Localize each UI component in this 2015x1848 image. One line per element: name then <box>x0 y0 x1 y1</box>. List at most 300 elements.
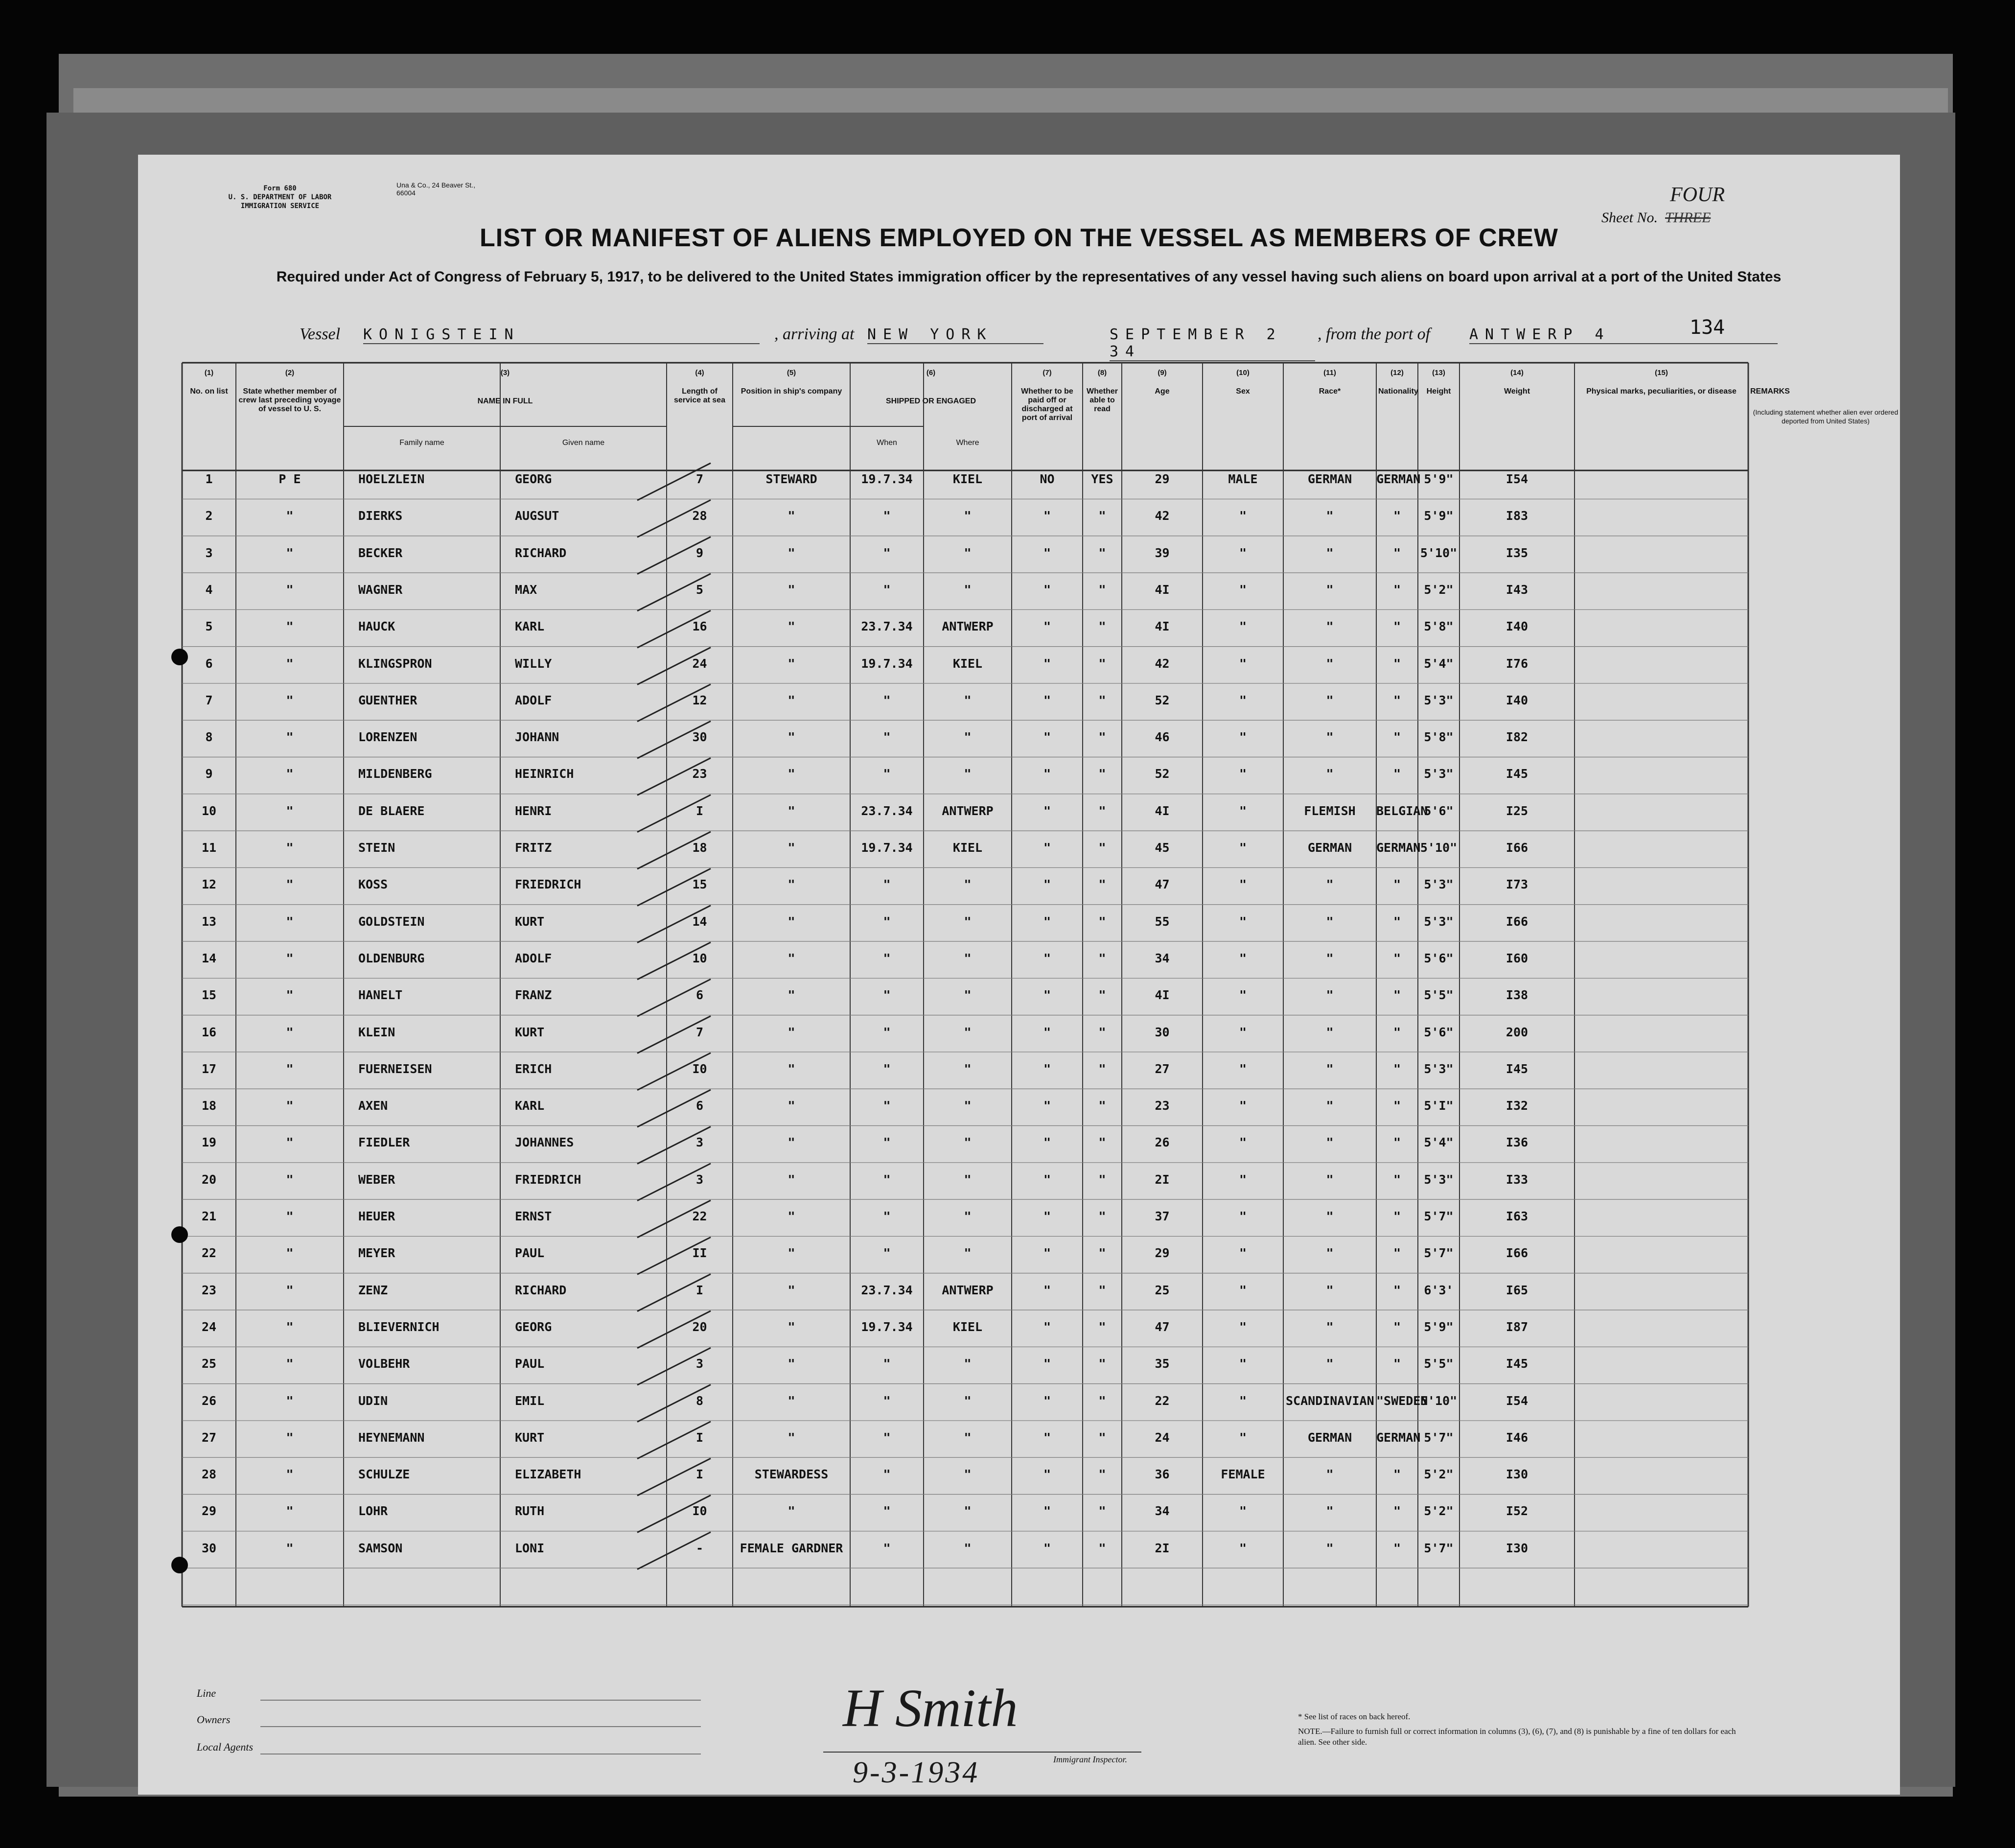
position: " <box>787 1319 795 1334</box>
shipped-when: " <box>883 988 891 1003</box>
column-number: (3) <box>500 369 510 377</box>
nationality: " <box>1393 730 1401 745</box>
column-label: Race* <box>1319 387 1341 396</box>
race: " <box>1326 1246 1334 1261</box>
family-name: BECKER <box>358 545 403 560</box>
weight: I83 <box>1505 509 1529 523</box>
row-number: 13 <box>201 914 217 929</box>
length-of-service: 7 <box>695 472 704 486</box>
length-of-service: I0 <box>692 1061 707 1076</box>
given-name: KARL <box>515 619 545 634</box>
weight: I52 <box>1505 1504 1529 1519</box>
nationality: GERMAN <box>1376 1430 1421 1445</box>
sex: " <box>1239 1099 1247 1113</box>
sex: " <box>1239 730 1247 745</box>
able-to-read: " <box>1098 619 1106 634</box>
previous-voyage: " <box>286 1283 294 1297</box>
weight: I73 <box>1505 877 1529 892</box>
row-number: 6 <box>205 656 213 671</box>
able-to-read: " <box>1098 730 1106 745</box>
previous-voyage: " <box>286 1135 294 1150</box>
nationality: GERMAN <box>1376 841 1421 855</box>
able-to-read: " <box>1098 767 1106 781</box>
sheet-number-original: THREE <box>1665 210 1711 226</box>
age: 52 <box>1155 767 1170 781</box>
sex: " <box>1239 1393 1247 1408</box>
weight: I60 <box>1505 951 1529 965</box>
paid-off: " <box>1043 1319 1051 1334</box>
race: " <box>1326 1135 1334 1150</box>
given-name: GEORG <box>515 1319 552 1334</box>
given-name: KARL <box>515 1099 545 1113</box>
able-to-read: " <box>1098 656 1106 671</box>
sex: " <box>1239 582 1247 597</box>
column-number: (9) <box>1158 369 1167 377</box>
arrival-port: NEW YORK <box>867 326 1043 344</box>
from-port-label: , from the port of <box>1318 325 1431 343</box>
length-of-service: 9 <box>695 545 704 560</box>
given-name: RUTH <box>515 1504 545 1519</box>
family-name: STEIN <box>358 841 395 855</box>
given-name: ELIZABETH <box>515 1467 581 1482</box>
age: 55 <box>1155 914 1170 929</box>
weight: I35 <box>1505 545 1529 560</box>
able-to-read: " <box>1098 1283 1106 1297</box>
paid-off: " <box>1043 1246 1051 1261</box>
row-number: 18 <box>201 1099 217 1113</box>
previous-voyage: " <box>286 693 294 707</box>
row-number: 23 <box>201 1283 217 1297</box>
service-name: IMMIGRATION SERVICE <box>240 202 320 210</box>
age: 35 <box>1155 1357 1170 1371</box>
position: " <box>787 841 795 855</box>
sex: " <box>1239 1541 1247 1555</box>
shipped-where: " <box>964 914 972 929</box>
sex: " <box>1239 693 1247 707</box>
shipped-when: " <box>883 1172 891 1187</box>
race: " <box>1326 1319 1334 1334</box>
age: 34 <box>1155 951 1170 965</box>
row-number: 3 <box>205 545 213 560</box>
weight: I45 <box>1505 767 1529 781</box>
sex: " <box>1239 656 1247 671</box>
arriving-label: , arriving at <box>774 325 855 343</box>
race: " <box>1326 1209 1334 1223</box>
length-of-service: - <box>695 1541 704 1555</box>
weight: I43 <box>1505 582 1529 597</box>
previous-voyage: " <box>286 1209 294 1223</box>
previous-voyage: " <box>286 730 294 745</box>
paid-off: " <box>1043 619 1051 634</box>
previous-voyage: " <box>286 988 294 1003</box>
position: " <box>787 1283 795 1297</box>
family-name: HEUER <box>358 1209 395 1223</box>
row-number: 17 <box>201 1061 217 1076</box>
column-number: (13) <box>1432 369 1445 377</box>
nationality: " <box>1393 1467 1401 1482</box>
row-number: 15 <box>201 988 217 1003</box>
column-label: NAME IN FULL <box>477 397 533 405</box>
column-label: Whether able to read <box>1087 387 1118 413</box>
previous-voyage: " <box>286 1541 294 1555</box>
weight: I40 <box>1505 619 1529 634</box>
family-name: WEBER <box>358 1172 395 1187</box>
position: " <box>787 988 795 1003</box>
row-number: 16 <box>201 1025 217 1039</box>
position: " <box>787 1430 795 1445</box>
signed-date: 9-3-1934 <box>853 1756 980 1789</box>
given-name: HENRI <box>515 803 552 818</box>
row-number: 14 <box>201 951 217 965</box>
shipped-when: " <box>883 951 891 965</box>
height: 6'3' <box>1424 1283 1454 1297</box>
column-sublabel: Given name <box>562 439 605 447</box>
nationality: " <box>1393 988 1401 1003</box>
race: " <box>1326 545 1334 560</box>
height: 5'6" <box>1424 803 1454 818</box>
row-number: 2 <box>205 509 213 523</box>
height: 5'3" <box>1424 767 1454 781</box>
shipped-when: " <box>883 1467 891 1482</box>
shipped-where: " <box>964 988 972 1003</box>
height: 5'5" <box>1424 988 1454 1003</box>
given-name: ADOLF <box>515 693 552 707</box>
shipped-where: " <box>964 1135 972 1150</box>
given-name: EMIL <box>515 1393 545 1408</box>
sex: " <box>1239 914 1247 929</box>
penalty-note: NOTE.—Failure to furnish full or correct information in columns (3), (6), (7), and (8) is punishable by a fine of ten dollars for each alien. See other side. <box>1298 1727 1736 1747</box>
length-of-service: I <box>695 1430 704 1445</box>
signature-line <box>823 1752 1141 1753</box>
height: 5'3" <box>1424 1061 1454 1076</box>
race: GERMAN <box>1307 1430 1352 1445</box>
nationality: "SWEDEN <box>1376 1393 1428 1408</box>
shipped-where: " <box>964 1172 972 1187</box>
able-to-read: " <box>1098 1467 1106 1482</box>
position: " <box>787 1246 795 1261</box>
family-name: UDIN <box>358 1393 388 1408</box>
paid-off: " <box>1043 1504 1051 1519</box>
previous-voyage: " <box>286 1357 294 1371</box>
paid-off: " <box>1043 1061 1051 1076</box>
height: 5'7" <box>1424 1246 1454 1261</box>
page-title: LIST OR MANIFEST OF ALIENS EMPLOYED ON THE VESSEL AS MEMBERS OF CREW <box>480 224 1558 252</box>
position: " <box>787 803 795 818</box>
shipped-where: " <box>964 582 972 597</box>
able-to-read: " <box>1098 1246 1106 1261</box>
column-label: Physical marks, peculiarities, or disease <box>1586 387 1737 396</box>
nationality: " <box>1393 1504 1401 1519</box>
given-name: LONI <box>515 1541 545 1555</box>
shipped-where: " <box>964 1541 972 1555</box>
vessel-label: Vessel <box>300 325 341 343</box>
position: " <box>787 656 795 671</box>
height: 5'7" <box>1424 1209 1454 1223</box>
race: FLEMISH <box>1304 803 1356 818</box>
column-label: Weight <box>1504 387 1530 396</box>
shipped-when: " <box>883 545 891 560</box>
able-to-read: " <box>1098 1025 1106 1039</box>
given-name: PAUL <box>515 1246 545 1261</box>
inspector-signature: H Smith <box>843 1678 1018 1738</box>
previous-voyage: " <box>286 1393 294 1408</box>
height: 5'10" <box>1420 1393 1458 1408</box>
race: " <box>1326 1541 1334 1555</box>
sex: " <box>1239 1504 1247 1519</box>
weight: I54 <box>1505 472 1529 486</box>
previous-voyage: " <box>286 767 294 781</box>
previous-voyage: " <box>286 914 294 929</box>
column-number: (2) <box>285 369 295 377</box>
nationality: " <box>1393 1246 1401 1261</box>
shipped-when: " <box>883 1135 891 1150</box>
able-to-read: " <box>1098 1319 1106 1334</box>
previous-voyage: " <box>286 803 294 818</box>
weight: I87 <box>1505 1319 1529 1334</box>
height: 5'9" <box>1424 509 1454 523</box>
shipped-when: " <box>883 1061 891 1076</box>
column-number: (1) <box>204 369 214 377</box>
able-to-read: " <box>1098 582 1106 597</box>
paid-off: " <box>1043 1283 1051 1297</box>
height: 5'2" <box>1424 582 1454 597</box>
given-name: WILLY <box>515 656 552 671</box>
sex: " <box>1239 803 1247 818</box>
family-name: HOELZLEIN <box>358 472 425 486</box>
column-label: SHIPPED OR ENGAGED <box>885 397 976 405</box>
height: 5'I" <box>1424 1099 1454 1113</box>
nationality: " <box>1393 582 1401 597</box>
nationality: " <box>1393 1172 1401 1187</box>
family-name: MEYER <box>358 1246 395 1261</box>
binder-hole <box>171 1226 188 1243</box>
able-to-read: " <box>1098 509 1106 523</box>
length-of-service: 16 <box>692 619 707 634</box>
length-of-service: 24 <box>692 656 707 671</box>
family-name: DE BLAERE <box>358 803 425 818</box>
age: 27 <box>1155 1061 1170 1076</box>
shipped-where: " <box>964 1357 972 1371</box>
column-label: Whether to be paid off or discharged at port of arrival <box>1021 387 1073 422</box>
height: 5'8" <box>1424 619 1454 634</box>
weight: I32 <box>1505 1099 1529 1113</box>
age: 45 <box>1155 841 1170 855</box>
family-name: FIEDLER <box>358 1135 410 1150</box>
position: " <box>787 1172 795 1187</box>
position: " <box>787 767 795 781</box>
given-name: FRANZ <box>515 988 552 1003</box>
position: " <box>787 693 795 707</box>
length-of-service: 3 <box>695 1135 704 1150</box>
shipped-where: " <box>964 951 972 965</box>
previous-voyage: " <box>286 877 294 892</box>
nationality: " <box>1393 1061 1401 1076</box>
weight: I36 <box>1505 1135 1529 1150</box>
length-of-service: II <box>692 1246 707 1261</box>
sex: FEMALE <box>1221 1467 1265 1482</box>
length-of-service: 30 <box>692 730 707 745</box>
position: " <box>787 730 795 745</box>
able-to-read: " <box>1098 1541 1106 1555</box>
shipped-where: " <box>964 730 972 745</box>
sex: " <box>1239 545 1247 560</box>
age: 52 <box>1155 693 1170 707</box>
race: " <box>1326 877 1334 892</box>
row-number: 1 <box>205 472 213 486</box>
family-name: BLIEVERNICH <box>358 1319 440 1334</box>
sex: MALE <box>1228 472 1258 486</box>
able-to-read: " <box>1098 1393 1106 1408</box>
given-name: RICHARD <box>515 1283 567 1297</box>
form-number: Form 680 <box>263 185 297 192</box>
height: 5'3" <box>1424 914 1454 929</box>
length-of-service: I0 <box>692 1504 707 1519</box>
shipped-where: " <box>964 767 972 781</box>
sheet-number-label: Sheet No. <box>1601 210 1658 226</box>
shipped-where: " <box>964 1209 972 1223</box>
length-of-service: 20 <box>692 1319 707 1334</box>
family-name: LORENZEN <box>358 730 417 745</box>
page-number: 134 <box>1690 316 1725 339</box>
paid-off: " <box>1043 951 1051 965</box>
age: 25 <box>1155 1283 1170 1297</box>
race: " <box>1326 1357 1334 1371</box>
shipped-where: " <box>964 693 972 707</box>
vessel-name: KONIGSTEIN <box>363 326 760 344</box>
weight: I30 <box>1505 1467 1529 1482</box>
age: 29 <box>1155 1246 1170 1261</box>
paid-off: " <box>1043 1467 1051 1482</box>
age: 36 <box>1155 1467 1170 1482</box>
previous-voyage: " <box>286 656 294 671</box>
nationality: " <box>1393 1099 1401 1113</box>
column-number: (8) <box>1097 369 1107 377</box>
sheet-number-corrected: FOUR <box>1670 184 1725 206</box>
nationality: GERMAN <box>1376 472 1421 486</box>
nationality: " <box>1393 914 1401 929</box>
age: 4I <box>1155 582 1170 597</box>
given-name: ADOLF <box>515 951 552 965</box>
family-name: MILDENBERG <box>358 767 432 781</box>
column-number: (12) <box>1390 369 1404 377</box>
age: 22 <box>1155 1393 1170 1408</box>
shipped-where: KIEL <box>952 1319 983 1334</box>
arrival-date: SEPTEMBER 2 34 <box>1110 326 1315 361</box>
column-number: (4) <box>695 369 704 377</box>
race: " <box>1326 767 1334 781</box>
shipped-where: ANTWERP <box>942 803 994 818</box>
height: 5'10" <box>1420 545 1458 560</box>
age: 42 <box>1155 656 1170 671</box>
family-name: VOLBEHR <box>358 1357 410 1371</box>
paid-off: " <box>1043 914 1051 929</box>
able-to-read: YES <box>1091 472 1113 486</box>
shipped-when: " <box>883 1246 891 1261</box>
position: STEWARD <box>765 472 817 486</box>
weight: I66 <box>1505 1246 1529 1261</box>
height: 5'9" <box>1424 472 1454 486</box>
race: " <box>1326 1283 1334 1297</box>
weight: I45 <box>1505 1357 1529 1371</box>
paid-off: " <box>1043 1393 1051 1408</box>
nationality: BELGIAN <box>1376 803 1428 818</box>
given-name: FRITZ <box>515 841 552 855</box>
height: 5'7" <box>1424 1541 1454 1555</box>
position: " <box>787 1393 795 1408</box>
row-number: 28 <box>201 1467 217 1482</box>
position: " <box>787 509 795 523</box>
length-of-service: 5 <box>695 582 704 597</box>
weight: I54 <box>1505 1393 1529 1408</box>
column-label: Position in ship's company <box>741 387 842 396</box>
able-to-read: " <box>1098 1061 1106 1076</box>
inspector-label: Immigrant Inspector. <box>1053 1754 1127 1764</box>
weight: I25 <box>1505 803 1529 818</box>
paid-off: " <box>1043 656 1051 671</box>
shipped-when: " <box>883 1209 891 1223</box>
length-of-service: 3 <box>695 1172 704 1187</box>
race: " <box>1326 951 1334 965</box>
shipped-when: 19.7.34 <box>861 841 913 855</box>
age: 4I <box>1155 988 1170 1003</box>
local-agents-label: Local Agents <box>197 1741 254 1753</box>
race: " <box>1326 1467 1334 1482</box>
column-number: (10) <box>1236 369 1250 377</box>
weight: I82 <box>1505 730 1529 745</box>
race: " <box>1326 1172 1334 1187</box>
given-name: JOHANN <box>515 730 559 745</box>
column-label: Length of service at sea <box>674 387 725 404</box>
shipped-where: KIEL <box>952 472 983 486</box>
family-name: DIERKS <box>358 509 403 523</box>
sex: " <box>1239 1319 1247 1334</box>
binder-hole <box>171 1557 188 1573</box>
paid-off: " <box>1043 877 1051 892</box>
age: 26 <box>1155 1135 1170 1150</box>
able-to-read: " <box>1098 988 1106 1003</box>
paid-off: " <box>1043 730 1051 745</box>
sex: " <box>1239 841 1247 855</box>
sex: " <box>1239 1430 1247 1445</box>
shipped-where: " <box>964 1504 972 1519</box>
shipped-when: " <box>883 1025 891 1039</box>
age: 24 <box>1155 1430 1170 1445</box>
paid-off: " <box>1043 988 1051 1003</box>
previous-voyage: " <box>286 1430 294 1445</box>
race: " <box>1326 1025 1334 1039</box>
nationality: " <box>1393 951 1401 965</box>
shipped-where: " <box>964 545 972 560</box>
column-number: (14) <box>1510 369 1524 377</box>
column-label: No. on list <box>190 387 228 396</box>
position: STEWARDESS <box>754 1467 829 1482</box>
shipped-when: 19.7.34 <box>861 472 913 486</box>
page-subtitle: Required under Act of Congress of February 5, 1917, to be delivered to the United States immigration officer by the representatives of any vessel having such aliens on board upon arrival at a port of the United States <box>276 269 1782 285</box>
shipped-where: " <box>964 1467 972 1482</box>
nationality: " <box>1393 1319 1401 1334</box>
height: 5'2" <box>1424 1504 1454 1519</box>
previous-voyage: " <box>286 619 294 634</box>
able-to-read: " <box>1098 1504 1106 1519</box>
race: " <box>1326 509 1334 523</box>
length-of-service: 7 <box>695 1025 704 1039</box>
position: " <box>787 619 795 634</box>
column-label: State whether member of crew last preceding voyage of vessel to U. S. <box>238 387 341 413</box>
family-name: GOLDSTEIN <box>358 914 425 929</box>
shipped-when: " <box>883 1430 891 1445</box>
shipped-where: " <box>964 877 972 892</box>
position: " <box>787 877 795 892</box>
